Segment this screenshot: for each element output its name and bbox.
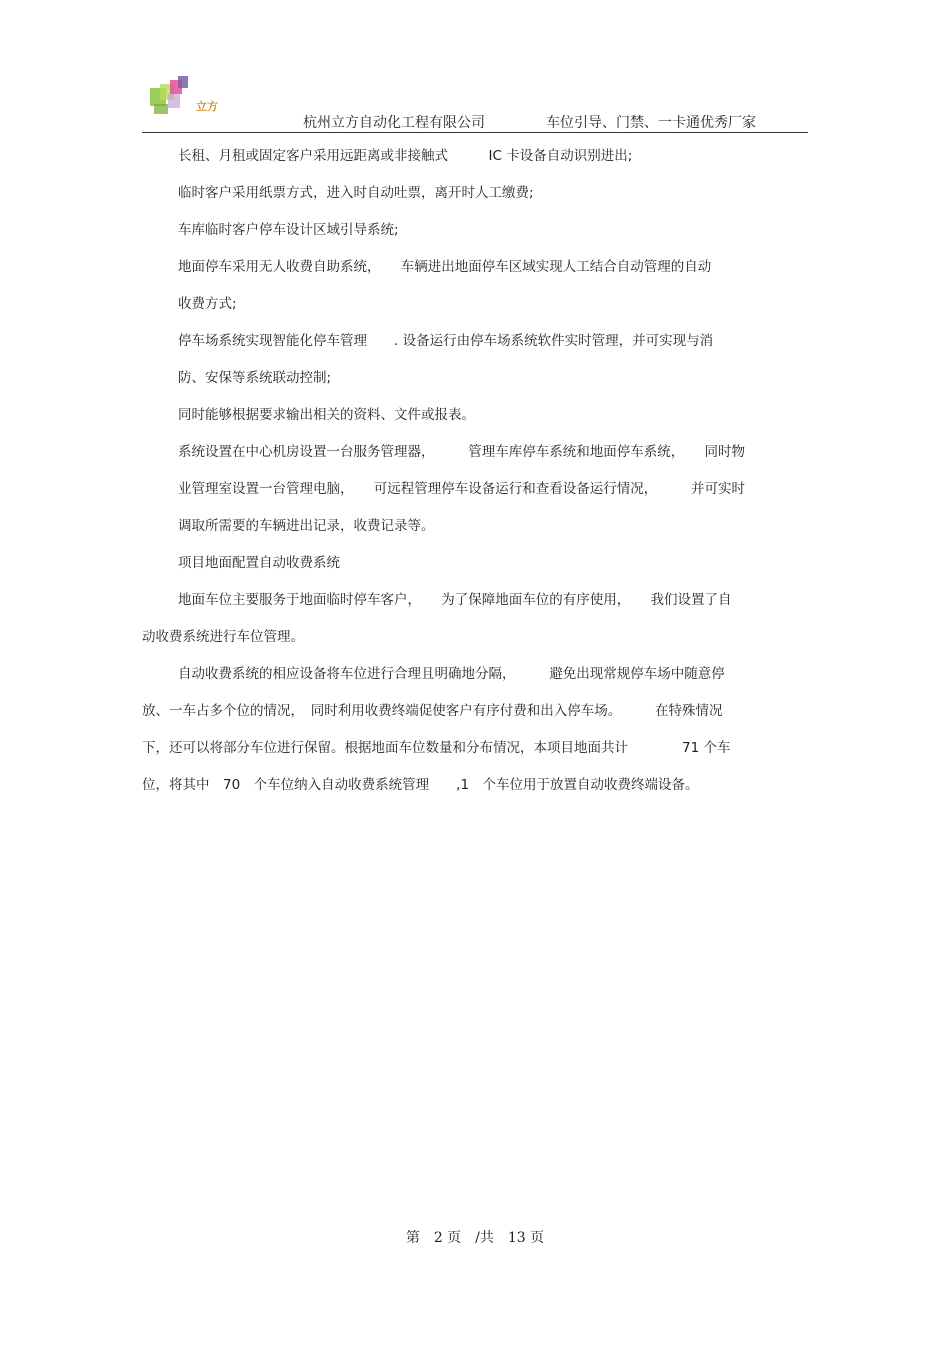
page-number: 第 2 页 /共 13 页 (405, 1230, 545, 1246)
body-line: 地面车位主要服务于地面临时停车客户， 为了保障地面车位的有序使用， 我们设置了自 (178, 592, 732, 608)
body-line: 同时能够根据要求输出相关的资料、文件或报表。 (178, 407, 475, 423)
body-line: 位，将其中 70 个车位纳入自动收费系统管理 ,1 个车位用于放置自动收费终端设备。 (142, 777, 699, 793)
body-line: 下，还可以将部分车位进行保留。根据地面车位数量和分布情况，本项目地面共计 71 个车 (142, 740, 731, 756)
body-line: 地面停车采用无人收费自助系统， 车辆进出地面停车区域实现人工结合自动管理的自动 (178, 259, 712, 275)
body-line: 系统设置在中心机房设置一台服务管理器， 管理车库停车系统和地面停车系统， 同时物 (178, 444, 745, 460)
logo-text: 立方 (196, 100, 218, 113)
body-line: 长租、月租或固定客户采用远距离或非接触式 IC 卡设备自动识别进出; (178, 148, 633, 164)
body-line: 自动收费系统的相应设备将车位进行合理且明确地分隔， 避免出现常规停车场中随意停 (178, 666, 725, 682)
body-line: 业管理室设置一台管理电脑， 可远程管理停车设备运行和查看设备运行情况， 并可实时 (178, 481, 745, 497)
body-line: 防、安保等系统联动控制; (178, 370, 332, 386)
body-line: 收费方式; (178, 296, 237, 312)
header-slogan: 车位引导、门禁、一卡通优秀厂家 (546, 115, 756, 131)
section-heading: 项目地面配置自动收费系统 (178, 555, 340, 571)
body-line: 放、一车占多个位的情况， 同时利用收费终端促使客户有序付费和出入停车场。 在特殊情况 (142, 703, 723, 719)
body-line: 动收费系统进行车位管理。 (142, 629, 304, 645)
header-company-name: 杭州立方自动化工程有限公司 (303, 115, 485, 131)
body-line: 临时客户采用纸票方式，进入时自动吐票，离开时人工缴费; (178, 185, 534, 201)
body-line: 停车场系统实现智能化停车管理 . 设备运行由停车场系统软件实时管理，并可实现与消 (178, 333, 714, 349)
header-divider (142, 132, 808, 133)
body-line: 车库临时客户停车设计区域引导系统; (178, 222, 399, 238)
body-line: 调取所需要的车辆进出记录，收费记录等。 (178, 518, 435, 534)
